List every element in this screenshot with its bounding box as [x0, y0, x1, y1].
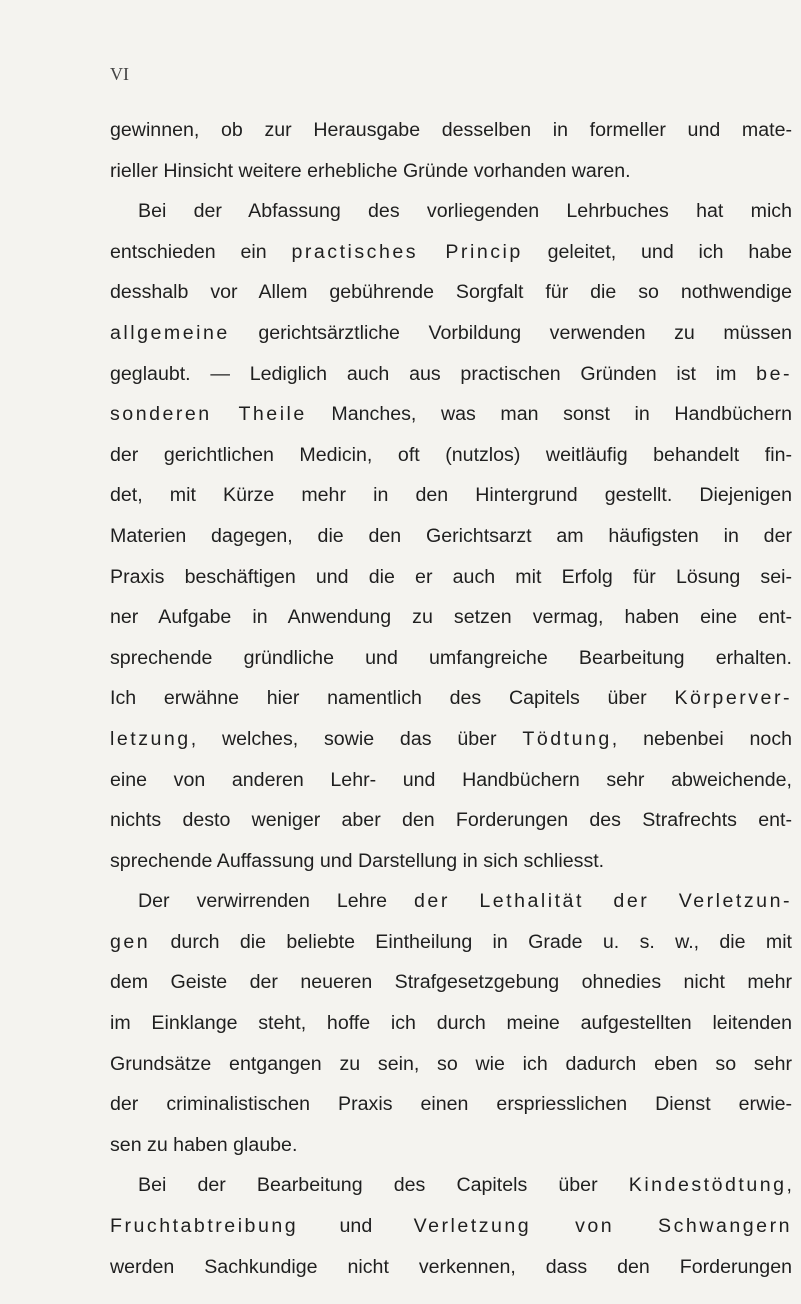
- text-line: [110, 1247, 792, 1288]
- text-segment: , nebenbei noch: [611, 727, 793, 750]
- text-line: [110, 151, 792, 192]
- text-line: [110, 1044, 792, 1085]
- text-segment: nichts desto weniger aber den Forderungen des Strafrechts ent-: [110, 809, 792, 832]
- text-segment: , welches, sowie das über: [190, 727, 523, 750]
- text-segment: Bei der Bearbeitung des Capitels über: [138, 1174, 629, 1197]
- text-line: [110, 394, 792, 435]
- text-segment: gerichtsärztliche Vorbildung verwenden zu müssen: [229, 321, 792, 344]
- emphasis-spaced: Körperver-: [674, 687, 792, 710]
- text-line: [110, 1165, 792, 1206]
- text-line: [110, 1206, 792, 1247]
- emphasis-spaced: letzung: [110, 727, 191, 750]
- emphasis-spaced: gen: [110, 930, 151, 953]
- emphasis-spaced: allgemeine: [110, 321, 230, 344]
- text-line: [110, 557, 792, 598]
- text-line: [110, 435, 792, 476]
- text-segment: sprechende Auffassung und Darstellung in sich schliesst.: [110, 849, 605, 872]
- text-line: [110, 597, 792, 638]
- text-segment: und: [298, 1215, 414, 1238]
- emphasis-spaced: sonderen Theile: [110, 403, 307, 426]
- emphasis-spaced: Kindestödtung: [628, 1174, 787, 1197]
- text-line: [110, 191, 792, 232]
- text-segment: entschieden ein: [110, 240, 292, 263]
- emphasis-spaced: practisches Princip: [291, 240, 523, 263]
- text-segment: Manches, was man sonst in Handbüchern: [306, 403, 792, 426]
- text-line: [110, 354, 792, 395]
- text-segment: Ich erwähne hier namentlich des Capitels über: [110, 687, 675, 710]
- text-segment: Praxis beschäftigen und die er auch mit Erfolg für Lösung sei-: [110, 565, 792, 588]
- text-segment: im Einklange steht, hoffe ich durch meine aufgestellten leitenden: [110, 1012, 792, 1035]
- text-segment: rieller Hinsicht weitere erhebliche Gründe vorhanden waren.: [110, 159, 631, 182]
- emphasis-spaced: be-: [756, 362, 792, 385]
- text-segment: der criminalistischen Praxis einen erspriesslichen Dienst erwie-: [110, 1093, 792, 1116]
- body-text: [110, 110, 792, 1287]
- text-segment: ner Aufgabe in Anwendung zu setzen vermag, haben eine ent-: [110, 606, 792, 629]
- text-segment: eine von anderen Lehr- und Handbüchern sehr abweichende,: [110, 768, 792, 791]
- text-line: [110, 272, 792, 313]
- text-line: [110, 678, 792, 719]
- text-segment: Bei der Abfassung des vorliegenden Lehrbuches hat mich: [138, 200, 792, 223]
- text-line: [110, 962, 792, 1003]
- text-line: [110, 232, 792, 273]
- text-line: [110, 313, 792, 354]
- text-segment: desshalb vor Allem gebührende Sorgfalt für die so nothwendige: [110, 281, 792, 304]
- emphasis-spaced: der Lethalität der Verletzun-: [414, 890, 792, 913]
- text-segment: ,: [786, 1174, 792, 1197]
- text-segment: geleitet, und ich habe: [522, 240, 792, 263]
- text-segment: Der verwirrenden Lehre: [138, 890, 415, 913]
- text-line: [110, 475, 792, 516]
- text-segment: der gerichtlichen Medicin, oft (nutzlos) weitläufig behandelt fin-: [110, 443, 792, 466]
- text-segment: dem Geiste der neueren Strafgesetzgebung ohnedies nicht mehr: [110, 971, 792, 994]
- text-line: [110, 1125, 792, 1166]
- text-segment: geglaubt. — Lediglich auch aus practischen Gründen ist im: [110, 362, 757, 385]
- text-line: [110, 110, 792, 151]
- text-segment: Grundsätze entgangen zu sein, so wie ich dadurch eben so sehr: [110, 1052, 792, 1075]
- text-segment: Materien dagegen, die den Gerichtsarzt am häufigsten in der: [110, 524, 792, 547]
- text-line: [110, 841, 792, 882]
- text-line: [110, 922, 792, 963]
- page-number: VI: [110, 64, 129, 84]
- text-line: [110, 1084, 792, 1125]
- text-line: [110, 881, 792, 922]
- text-line: [110, 760, 792, 801]
- text-segment: gewinnen, ob zur Herausgabe desselben in formeller und mate-: [110, 119, 792, 141]
- text-segment: sen zu haben glaube.: [110, 1133, 298, 1156]
- emphasis-spaced: Tödtung: [522, 727, 612, 750]
- text-line: [110, 719, 792, 760]
- emphasis-spaced: Fruchtabtreibung: [110, 1215, 299, 1238]
- emphasis-spaced: Verletzung von Schwangern: [413, 1215, 792, 1238]
- text-segment: durch die beliebte Eintheilung in Grade u. s. w., die mit: [150, 930, 792, 953]
- text-line: [110, 516, 792, 557]
- text-segment: sprechende gründliche und umfangreiche Bearbeitung erhalten.: [110, 646, 792, 669]
- text-line: [110, 638, 792, 679]
- text-line: [110, 800, 792, 841]
- text-segment: werden Sachkundige nicht verkennen, dass den Forderungen: [110, 1255, 792, 1278]
- text-line: [110, 1003, 792, 1044]
- text-segment: det, mit Kürze mehr in den Hintergrund gestellt. Diejenigen: [110, 484, 792, 507]
